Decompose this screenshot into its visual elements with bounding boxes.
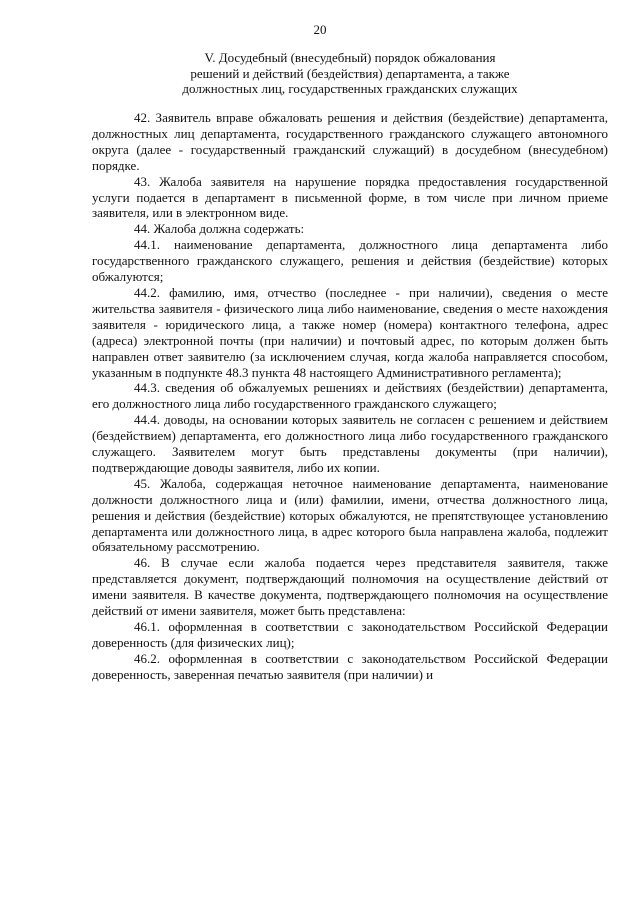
paragraph-46-1: 46.1. оформленная в соответствии с законодательством Российской Федерации доверенность (для физических лиц); [92,619,608,650]
page-number: 20 [313,22,327,37]
paragraph-42: 42. Заявитель вправе обжаловать решения и действия (бездействие) департамента, должностных лиц департамента, государственного гражданского служащего автономного округа (далее - государственный гражданский служащий) в досудебном (внесудебном) порядке. [92,110,608,173]
section-title-line: решений и действий (бездействия) департамента, а также [190,65,510,81]
section-title-line: V. Досудебный (внесудебный) порядок обжалования [204,50,496,65]
body-text [92,110,608,683]
paragraph-46-2: 46.2. оформленная в соответствии с законодательством Российской Федерации доверенность, заверенная печатью заявителя (при наличии) и [92,650,608,682]
paragraph-44: 44. Жалоба должна содержать: [134,221,305,237]
section-title-line: должностных лиц, государственных гражданских служащих [182,81,518,96]
paragraph-45: 45. Жалоба, содержащая неточное наименование департамента, наименование должности должностного лица и (или) фамилии, имени, отчества должностного лица, решения и действия (бездействие) которых обжалуются, не препятствующее установлению департамента или должностного лица, в адрес которого была направлена жалоба, подлежит обязательному рассмотрению. [92,475,608,555]
section-title [90,50,610,97]
paragraph-46: 46. В случае если жалоба подается через представителя заявителя, также представляется документ, подтверждающий полномочия на осуществление действий от имени заявителя. В качестве документа, подтверждающего полномочия на осуществление действий от имени заявителя, может быть представлена: [92,555,608,619]
paragraph-44-2: 44.2. фамилию, имя, отчество (последнее - при наличии), сведения о месте жительства заявителя - физического лица либо наименование, сведения о месте нахождения заявителя - юридического лица, а также номер (номера) контактного телефона, адрес (адреса) электронной почты (при наличии) и почтовый адрес, по которым должен быть направлен ответ заявителю (за исключением случая, когда жалоба направляется способом, указанным в подпункте 48.3 пункта 48 настоящего Административного регламента); [92,284,608,380]
paragraph-44-4: 44.4. доводы, на основании которых заявитель не согласен с решением и действием (бездействием) департамента, его должностного лица либо государственного гражданского служащего. Заявителем могут быть представлены документы (при наличии), подтверждающие доводы заявителя, либо их копии. [92,412,608,475]
paragraph-44-1: 44.1. наименование департамента, должностного лица департамента либо государственного гражданского служащего, решения и действия (бездействие) которых обжалуются; [92,237,608,285]
paragraph-44-3: 44.3. сведения об обжалуемых решениях и действиях (бездействии) департамента, его должностного лица либо государственного гражданского служащего; [92,380,608,412]
paragraph-43: 43. Жалоба заявителя на нарушение порядка предоставления государственной услуги подается в департамент в письменной форме, в том числе при личном приеме заявителя, или в электронном виде. [92,173,608,221]
